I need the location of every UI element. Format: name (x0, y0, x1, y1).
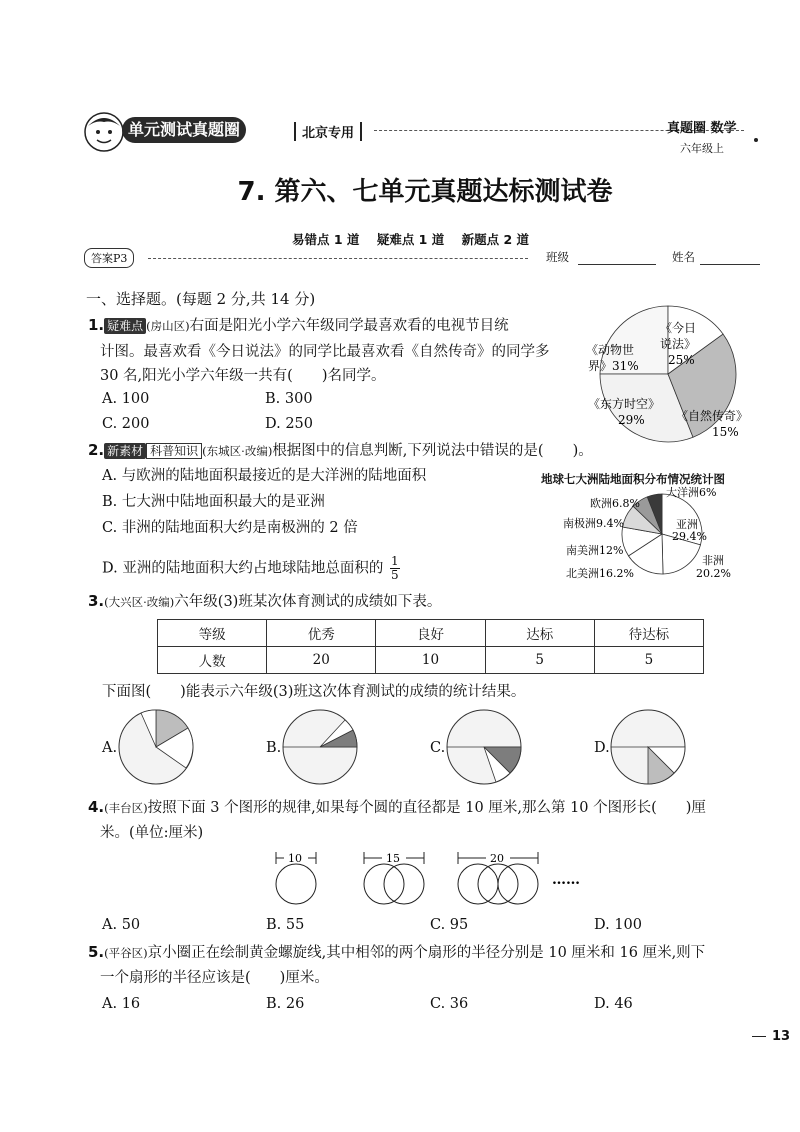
q2-label-asia-1: 亚洲 (676, 518, 698, 531)
q3-option-d[interactable]: D. (594, 740, 610, 756)
q3-td-4: 5 (594, 647, 703, 674)
q3-line1 (88, 594, 441, 610)
q1-label-today-1: 《今日 (660, 321, 697, 335)
q4-option-d[interactable]: D. 100 (594, 917, 643, 933)
q2-tag-science: 科普知识 (146, 443, 202, 459)
q2-label-asia-2: 29.4% (672, 530, 707, 543)
q2-fraction (390, 555, 400, 582)
page-title: 7. 第六、七单元真题达标测试卷 (237, 177, 613, 207)
q1-number: 1. (88, 316, 105, 334)
q3-table (157, 619, 704, 674)
q1-label-nature-1: 《自然传奇》 (676, 409, 749, 423)
q2-chart-title: 地球七大洲陆地面积分布情况统计图 (541, 472, 725, 486)
stat-new: 新题点 2 道 (461, 232, 530, 247)
q3-td-2: 10 (376, 647, 485, 674)
q1-label-nature-2: 15% (712, 425, 739, 439)
q2-label-africa-1: 非洲 (702, 554, 724, 567)
brand-banner: 单元测试真题圈 (122, 117, 246, 143)
answer-dash-line (148, 258, 528, 259)
q2-label-samerica: 南美洲12% (566, 544, 624, 557)
section-title: 一、选择题。(每题 2 分,共 14 分) (86, 290, 316, 308)
q5-option-a[interactable]: A. 16 (102, 996, 141, 1012)
q5-text1: 京小圈正在绘制黄金螺旋线,其中相邻的两个扇形的半径分别是 10 厘米和 16 厘米,则下 (147, 945, 706, 961)
q3-pie-c (447, 710, 521, 784)
q3-pie-a (119, 710, 193, 784)
q1-label-east-2: 29% (618, 413, 645, 427)
q4-circle-figures (270, 848, 590, 906)
q4-option-a[interactable]: A. 50 (102, 917, 141, 933)
q2-option-a[interactable]: A. 与欧洲的陆地面积最接近的是大洋洲的陆地面积 (102, 468, 427, 484)
class-label: 班级 (546, 250, 569, 264)
q1-line2: 计图。最喜欢看《今日说法》的同学比最喜欢看《自然传奇》的同学多 (100, 344, 550, 360)
q4-source: (丰台区) (104, 801, 148, 815)
q1-line3: 30 名,阳光小学六年级一共有( )名同学。 (100, 368, 386, 384)
q2-label-namerica: 北美洲16.2% (566, 567, 634, 580)
q2-label-antarctica: 南极洲9.4% (563, 517, 624, 530)
grade-label: 六年级上 (680, 142, 724, 155)
q1-label-animal-2: 界》31% (588, 359, 639, 373)
q4-number: 4. (88, 798, 105, 816)
q2-option-d[interactable] (102, 555, 400, 582)
q2-source: (东城区·改编) (202, 444, 273, 458)
name-field[interactable] (700, 264, 760, 265)
q3-table-row (158, 647, 704, 674)
q4-dim-3: 20 (490, 852, 504, 865)
stat-line (292, 230, 529, 248)
q1-option-c[interactable]: C. 200 (102, 416, 150, 432)
q3-table-header-row (158, 620, 704, 647)
q3-option-c[interactable]: C. (430, 740, 446, 756)
region-label: 北京专用 (294, 122, 362, 141)
q2-label-africa-2: 20.2% (696, 567, 731, 580)
q3-option-a[interactable]: A. (102, 740, 118, 756)
q3-option-b[interactable]: B. (266, 740, 282, 756)
q2-line1 (88, 443, 593, 459)
q4-option-c[interactable]: C. 95 (430, 917, 469, 933)
q4-line1 (88, 800, 706, 816)
q1-line1 (88, 318, 509, 334)
q2-label-europe: 欧洲6.8% (590, 497, 640, 510)
q4-dim-1: 10 (288, 852, 302, 865)
q2-option-b[interactable]: B. 七大洲中陆地面积最大的是亚洲 (102, 494, 325, 510)
q2-frac-den: 5 (390, 568, 399, 582)
q5-source: (平谷区) (104, 946, 148, 960)
stat-easy-error: 易错点 1 道 (292, 232, 360, 247)
q3-th-1: 优秀 (267, 620, 376, 647)
q4-figure-3 (458, 852, 538, 904)
q5-option-b[interactable]: B. 26 (266, 996, 305, 1012)
q4-figure-2 (364, 852, 424, 904)
q3-number: 3. (88, 592, 105, 610)
q4-line2: 米。(单位:厘米) (100, 825, 204, 841)
q2-label-oceania: 大洋洲6% (666, 486, 717, 499)
q3-pie-d (611, 710, 685, 784)
q1-label-animal-1: 《动物世 (586, 343, 635, 357)
q2-option-d-text: D. 亚洲的陆地面积大约占地球陆地总面积的 (102, 560, 384, 577)
q5-option-d[interactable]: D. 46 (594, 996, 633, 1012)
q2-number: 2. (88, 441, 105, 459)
class-field[interactable] (578, 264, 656, 265)
q2-frac-num: 1 (390, 554, 399, 568)
stat-hard: 疑难点 1 道 (376, 232, 445, 247)
q1-label-today-3: 25% (668, 353, 695, 367)
header-bar (82, 110, 762, 155)
series-label: 真题圈 数学 (667, 121, 737, 136)
q3-td-1: 20 (267, 647, 376, 674)
q4-text1: 按照下面 3 个图形的规律,如果每个圆的直径都是 10 厘米,那么第 10 个图形长( )厘 (147, 800, 706, 816)
q4-ellipsis: …… (552, 872, 580, 888)
q2-pie-chart (556, 486, 766, 586)
q3-td-3: 5 (485, 647, 594, 674)
q1-text1: 右面是阳光小学六年级同学最喜欢看的电视节目统 (189, 318, 509, 334)
q1-pie-chart (576, 304, 766, 444)
q5-line1 (88, 945, 705, 961)
q3-td-0: 人数 (158, 647, 267, 674)
q3-pie-b (283, 710, 357, 784)
q4-option-b[interactable]: B. 55 (266, 917, 305, 933)
q2-option-c[interactable]: C. 非洲的陆地面积大约是南极洲的 2 倍 (102, 520, 358, 536)
q1-source: (房山区) (146, 319, 190, 333)
page-number: 13 (772, 1029, 791, 1044)
q3-follow: 下面图( )能表示六年级(3)班这次体育测试的成绩的统计结果。 (102, 684, 526, 700)
q3-stem: 六年级(3)班某次体育测试的成绩如下表。 (174, 594, 442, 610)
mascot-icon (82, 110, 126, 154)
header-dot (754, 138, 758, 142)
q3-th-4: 待达标 (594, 620, 703, 647)
q2-tag-new: 新素材 (104, 443, 146, 459)
q3-option-pies (100, 706, 720, 796)
q4-figure-1 (276, 852, 316, 904)
q1-label-today-2: 说法》 (660, 337, 697, 351)
q1-option-a[interactable]: A. 100 (102, 391, 150, 407)
q5-number: 5. (88, 943, 105, 961)
q1-label-east-1: 《东方时空》 (588, 397, 661, 411)
q5-option-c[interactable]: C. 36 (430, 996, 469, 1012)
q3-source: (大兴区·改编) (104, 595, 175, 609)
q3-th-2: 良好 (376, 620, 485, 647)
q1-option-b[interactable]: B. 300 (265, 391, 313, 407)
q1-option-d[interactable]: D. 250 (265, 416, 314, 432)
page-number-dash (752, 1036, 766, 1037)
q1-tag: 疑难点 (104, 318, 146, 334)
answer-ref: 答案P3 (84, 248, 134, 268)
q5-line2: 一个扇形的半径应该是( )厘米。 (100, 970, 329, 986)
q4-dim-2: 15 (386, 852, 400, 865)
q2-stem: 根据图中的信息判断,下列说法中错误的是( )。 (272, 443, 593, 459)
q3-th-3: 达标 (485, 620, 594, 647)
name-label: 姓名 (672, 250, 695, 264)
q3-th-0: 等级 (158, 620, 267, 647)
